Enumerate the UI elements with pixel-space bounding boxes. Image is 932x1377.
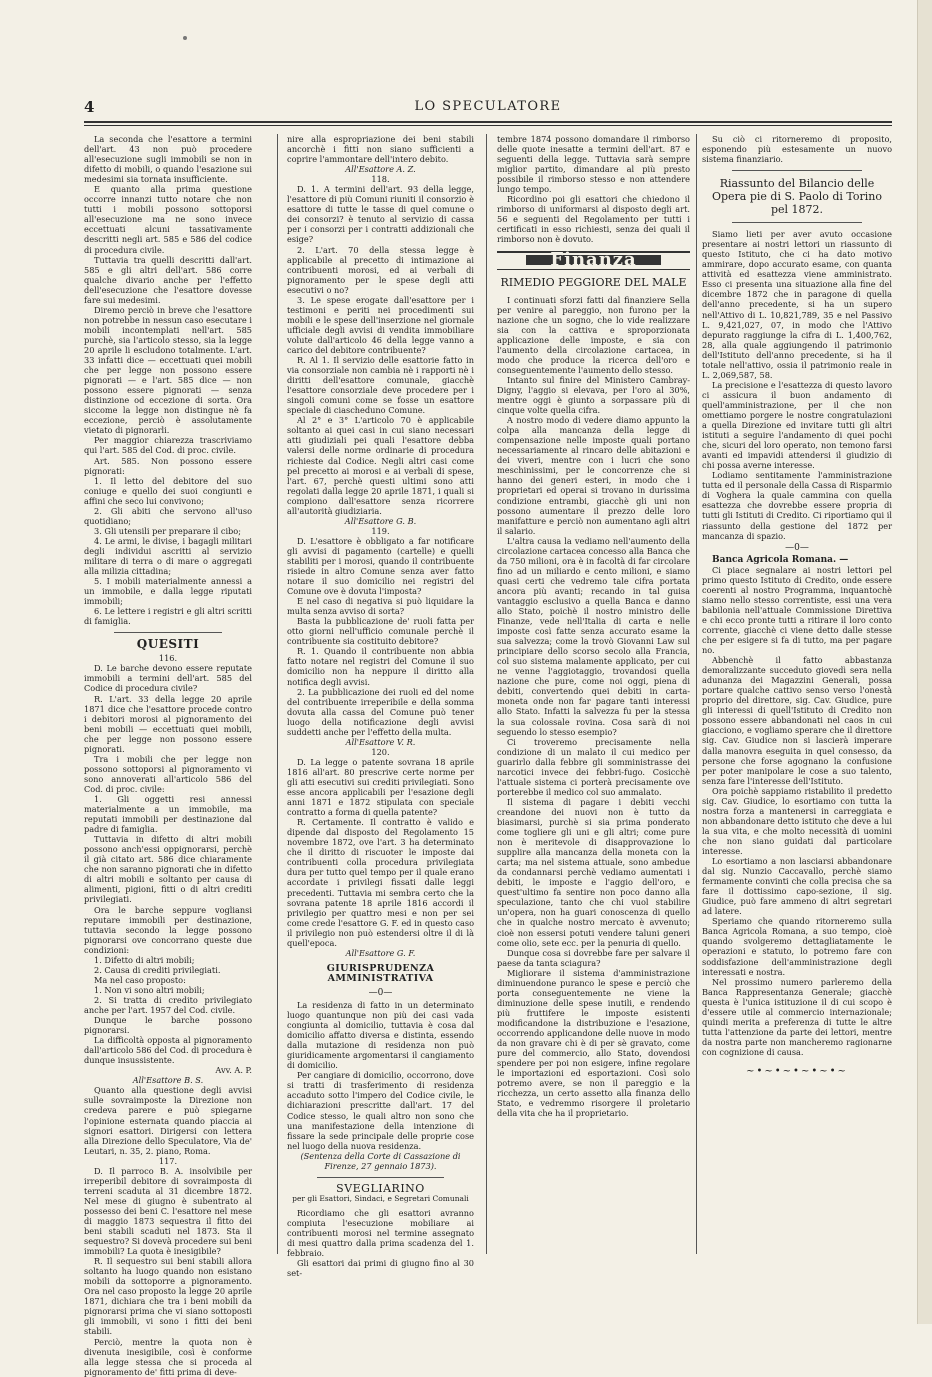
paragraph: 3. Le spese erogate dall'esattore per i testimoni e periti nei procedimenti sui mobili e le spese dell'inserzione nel giornale ufficiale degli avvisi di vendita immobiliare volute dall'articolo 46 della legge vanno a carico del debitore contribuente?: [287, 294, 474, 355]
section-dash: —0—: [368, 987, 393, 998]
question-number: 116.: [158, 653, 178, 664]
paragraph: L'altra causa la vediamo nell'aumento della circolazione cartacea concesso alla Banca che da 750 milioni, ora è in facoltà di far circolare fino ad un miliardo e cento milioni, e siamo quasi certi che vedremo tale cifra portata ancora più avanti; recando in tal guisa vantaggio esclusivo a quella Banca e danno allo Stato, poichè il nostro ministro delle Finanze, vede nell'Italia di carta e nelle imposte così fatte senza accurato esame la sua salvezza; come la trovò Giovanni Law sul principiare dello scorso secolo alla Francia, col suo sistema malamente applicato, per cui ne venne l'aggiotaggio, trovandosi quella nazione che pure, come noi oggi, piena di debiti, convertendo quei debiti in carta-moneta onde non far pagare tanti interessi allo Stato. Infatti la salvezza fu per la stessa la sua colossale rovina. Cosa sarà di noi seguendo lo stesso esempio?: [497, 535, 690, 737]
addressee: All'Esattore G. F.: [345, 947, 416, 958]
paragraph: D. 1. A termini dell'art. 93 della legge, l'esattore di più Comuni riuniti il consorzio è esattore di tutte le tasse di quel comune o dei consorzi? è tenuto al servizio di cassa per i consorzi per i contratti addizionali che esige?: [287, 184, 474, 245]
page-header: [84, 98, 892, 120]
article-title: Riassunto del Bilancio delle Opera pie di S. Paolo di Torino pel 1872.: [711, 177, 882, 217]
paragraph: Ora poichè sappiamo ristabilito il predetto sig. Cav. Giudice, lo esortiamo con tutta la nostra forza a mantenersi in carreggiata e non abbandonare detto istituto che deve a lui la sua vita, e che molto necessità di uomini che non siano guidati dal particolare interesse.: [702, 785, 892, 856]
paragraph: La precisione e l'esattezza di questo lavoro ci assicura il buon andamento di quell'amministrazione, per il che non omettiamo porgere le nostre congratulazioni a quella Direzione ed invitare tutti gli altri istituti a seguire l'andamento di quei pochi che, sicuri del loro operato, non temono farsi avanti ed impavidi attendersi il giudizio di chi possa averne interesse.: [702, 379, 892, 471]
question-number: 120.: [371, 746, 390, 757]
paragraph: A nostro modo di vedere diamo appunto la colpa alla mancanza della legge di compensazione nelle imposte quali portano necessariamente al rincaro delle abitazioni e dei viveri, mentre con i lucri che sono meschinissimi, per le concorrenze che si hanno dei generi esteri, in modo che i proprietari ed operai si trovano in durissima condizione entrambi, giacchè gli uni non possono aumentare il prezzo delle loro manifatture e perciò non aumentano agli altri il salario.: [497, 415, 690, 536]
article-title-banca: Banca Agricola Romana. —: [712, 554, 849, 565]
paragraph: Ma nel caso proposto:: [94, 974, 186, 985]
paragraph: E nel caso di negativa si può liquidare la multa senza avviso di sorta?: [287, 596, 474, 617]
source-citation: (Sentenza della Corte di Cassazione di Firenze, 27 gennaio 1873).: [300, 1150, 461, 1171]
signature: Avv. A. P.: [215, 1065, 252, 1076]
section-subtitle: per gli Esattori, Sindaci, e Segretari Comunali: [292, 1193, 469, 1203]
section-title-finanza: Finanza: [526, 255, 660, 265]
ornament-divider: ~•~•~•~•~•~: [746, 1065, 848, 1077]
page-edge: [917, 0, 932, 1324]
paragraph: R. L'art. 33 della legge 20 aprile 1871 dice che l'esattore procede contro i debitori morosi al pignoramento dei beni mobili — eccettuati quei mobili, che per legge non possono essere pignorati.: [84, 693, 252, 754]
paragraph: 2. Gli abiti che servono all'uso quotidiano;: [84, 505, 252, 526]
question-number: 118.: [371, 174, 390, 185]
paragraph: D. Il parroco B. A. insolvibile per irreperibil debitore di sovraimposta di terreni scaduta al 31 dicembre 1872. Nel mese di giugno è subentrato al possesso dei beni C. l'esattore nel mese di maggio 1873 sequestra il fitto dei beni stabili scaduti nel 1873. Sta il sequestro? Si dovevà procedere sui beni immobili? La quota è inesigibile?: [84, 1165, 252, 1257]
header-rule: [84, 121, 892, 123]
section-title-quesiti: QUESITI: [136, 637, 200, 652]
paragraph: R. Al 1. Il servizio delle esattorie fatto in via consorziale non cambia nè i rapporti nè i diritti dell'esattore comunale, giacchè l'esattore consorziale deve procedere per i singoli comuni come se fosse un esattore speciale di ciascheduno Comune.: [287, 355, 474, 416]
paragraph: Siamo lieti per aver avuto occasione presentare ai nostri lettori un riassunto di questo Istituto, che ci ha dato motivo ammirare, dopo accurato esame, con quanta attività ed esattezza viene amministrato. Esso ci presenta una situazione alla fine del dicembre 1872 che in paragone di quella dell'anno precedente, si ha un supero nell'Attivo di L. 10,821,789, 35 e nel Passivo L. 9,421,027, 07, in modo che l'Attivo depurato raggiunge la cifra di L. 1,400,762, 28, alla quale aggiungendo il patrimonio dell'Istituto dell'anno precedente, si ha il totale nell'attivo, ossia il patrimonio reale in L. 2,069,587, 58.: [702, 229, 892, 380]
paragraph: 4. Le armi, le divise, i bagagli militari degli individui ascritti al servizio militare di terra o di mare o aggregati alla milizia cittadina;: [84, 535, 252, 577]
paragraph: Tra i mobili che per legge non possono sottoporsi al pignoramento vi sono annoverati all'articolo 586 del Cod. di proc. civile:: [84, 753, 252, 794]
paragraph: nire alla espropriazione dei beni stabili ancorchè i fitti non siano sufficienti a coprire l'ammontare dell'intero debito.: [287, 134, 474, 165]
paragraph: La seconda che l'esattore a termini dell'art. 43 non può procedere all'esecuzione sugli immobili se non in difetto di mobili, o quando l'esazione sui medesimi sia tornata insufficiente.: [84, 134, 252, 185]
addressee: All'Esattore A. Z.: [345, 164, 416, 175]
column-1: [84, 134, 252, 1377]
header-rule-thin: [84, 125, 892, 126]
column-separator: [486, 134, 487, 1254]
column-3: [497, 134, 690, 1264]
paragraph: 2. La pubblicazione dei ruoli ed del nome del contribuente irreperibile e della somma dovuta alla cassa del Comune può tener luogo della notificazione degli avvisi suddetti anche per l'effetto della multa.: [287, 686, 474, 737]
divider: [317, 1177, 444, 1178]
paragraph: Nel prossimo numero parleremo della Banca Rappresentanza Generale; giacchè questa è l'unica istituzione il di cui scopo è d'essere utile al commercio internazionale; quindi merita a preferenza di tutte le altre tutta l'attenzione da parte dei lettori, mentre da nostra parte non mancheremo ragionarne con cognizione di causa.: [702, 976, 892, 1057]
paragraph: Ci piace segnalare ai nostri lettori pel primo questo Istituto di Credito, onde essere coerenti al nostro Programma, inquantochè siamo nello stesso correntiste, essi una vera babilonia nell'attuale Commissione Direttiva e chi ecco pronte tutti a ritirare il loro conto corrente, giacchè ci viene detto dalle stesse che per esigere si fa di tutto, ma per pagare no.: [702, 564, 892, 656]
paragraph: Su ciò ci ritorneremo di proposito, esponendo più estesamente un nuovo sistema finanziario.: [702, 134, 892, 165]
divider: [114, 632, 222, 633]
column-4: [702, 134, 892, 1264]
paragraph: Basta la pubblicazione de' ruoli fatta per otto giorni nell'ufficio comunale perchè il contribuente sia costituito debitore?: [287, 616, 474, 647]
page-number: 4: [84, 98, 95, 116]
paragraph: Per maggior chiarezza trascriviamo qui l'art. 585 del Cod. di proc. civile.: [84, 435, 252, 456]
addressee: All'Esattore B. S.: [132, 1075, 204, 1086]
divider: [732, 170, 862, 171]
finanza-banner: [497, 248, 690, 270]
column-2: [287, 134, 474, 1279]
paragraph: R. Certamente. Il contratto è valido e dipende dal disposto del Regolamento 15 novembre 1872, ove l'art. 3 ha determinato che il diritto di riscuoter le imposte dai contribuenti colla procedura privilegiata dura per tutto quel tempo per il quale erano accordate i privilegi fissati dalle leggi precedenti. Tuttavia mi sembra certo che la sovrana patente 18 aprile 1816 accordi il privilegio per quattro mesi e non per sei come crede l'esattore G. F. ed in questo caso il privilegio non può estendersi oltre il di là quell'epoca.: [287, 817, 474, 948]
paragraph: 2. Causa di crediti privilegiati.: [94, 964, 221, 975]
paragraph: R. Il sequestro sui beni stabili allora soltanto ha luogo quando non esistano mobili da sottoporre a pignoramento. Ora nel caso proposto la legge 20 aprile 1871, dichiara che tra i beni mobili da pignorarsi prima che vi siano sottoposti gli immobili, vi sono i fitti dei beni stabili.: [84, 1256, 252, 1337]
paragraph: 5. I mobili materialmente annessi a un immobile, e dalla legge riputati immobili;: [84, 576, 252, 607]
paragraph: La difficoltà opposta al pignoramento dall'articolo 586 del Cod. di procedura è dunque insussistente.: [84, 1035, 252, 1066]
paragraph: 3. Gli utensili per preparare il cibo;: [94, 525, 241, 536]
question-number: 119.: [371, 525, 390, 536]
section-dash: —0—: [785, 542, 809, 553]
paragraph: Per cangiare di domicilio, occorrono, dove si tratti di trasferimento di residenza accaduto sotto l'impero del Codice civile, le dichiarazioni prescritte dall'art. 17 del Codice stesso, le quali altro non sono che una manifestazione della intenzione di fissare la sede principale delle proprie cose nel luogo della nuova residenza.: [287, 1070, 474, 1151]
question-number: 117.: [158, 1155, 178, 1166]
paragraph: 2. L'art. 70 della stessa legge è applicabile al precetto di intimazione ai contribuenti morosi, ed ai verbali di pignoramento per le spese degli atti esecutivi o no?: [287, 244, 474, 295]
paragraph: Dunque le barche possono pignorarsi.: [84, 1015, 252, 1036]
paragraph: Dunque cosa si dovrebbe fare per salvare il paese da tanta sciagura?: [497, 947, 690, 968]
paragraph: Ricordiamo che gli esattori avranno compiuta l'esecuzione mobiliare ai contribuenti morosi nel termine assegnato di mesi quattro dalla prima scadenza del 1. febbraio.: [287, 1207, 474, 1259]
paragraph: D. L'esattore è obbligato a far notificare gli avvisi di pagamento (cartelle) e quelli stabiliti per i morosi, quando il contribuente risiede in altro Comune senza aver fatto notare il suo domicilio nei registri del Comune ove è dovuta l'imposta?: [287, 535, 474, 597]
paragraph: E quanto alla prima questione occorre innanzi tutto notare che non tutti i mobili possono sottoporsi all'esecuzione ma ne sono invece eccettuati alcuni tassativamente descritti negli art. 585 e 586 del codice di procedura civile.: [84, 184, 252, 255]
paragraph: Lodiamo sentitamente l'amministrazione tutta ed il personale della Cassa di Risparmio di Voghera la quale cammina con quella esattezza che dovrebbe essere propria di tutti gli Istituti di Credito. Ci riportiamo qui il riassunto della gestione del 1872 per mancanza di spazio.: [702, 470, 892, 541]
article-title: RIMEDIO PEGGIORE DEL MALE: [500, 275, 687, 289]
paragraph: Al 2° e 3° L'articolo 70 è applicabile soltanto ai quei casi in cui siano necessari atti giudiziali pei quali l'esattore debba valersi delle norme ordinarie di procedura richieste dal Codice. Negli altri casi come pel precetto ai morosi e ai verbali di spese, l'art. 67, perchè questi ultimi sono atti regolati dalla legge 20 aprile 1871, i quali si compiono dall'esattore senza ricorrere all'autorità giudiziaria.: [287, 415, 474, 516]
paragraph: Intanto sul finire del Ministero Cambray-Digny, l'aggio si elevava, per l'oro al 30%, mentre oggi è giunto a sorpassare più di cinque volte quella cifra.: [497, 374, 690, 416]
paragraph: 2. Si tratta di credito privilegiato anche per l'art. 1957 del Cod. civile.: [84, 994, 252, 1015]
paragraph: Diremo perciò in breve che l'esattore non potrebbe in nessun caso esecutare i mobili incontemplati nell'art. 585 purchè, sia l'articolo stesso, sia la legge 20 aprile li escludono totalmente. L'art. 33 infatti dice — eccettuati quei mobili che per legge non possono essere pignorati — e l'art. 585 dice — non possono essere pignorati — senza distinzione od eccezione di sorta. Ora siccome la legge non distingue nè fa eccezione, perciò è assolutamente vietato di pignorarli.: [84, 304, 252, 436]
section-title-giurisprudenza: GIURISPRUDENZA AMMINISTRATIVA: [326, 962, 435, 984]
paragraph: 1. Non vi sono altri mobili;: [94, 984, 205, 995]
section-title-svegliarino: SVEGLIARINO: [336, 1181, 425, 1195]
paragraph: Art. 585. Non possono essere pignorati:: [84, 455, 252, 476]
divider: [732, 222, 862, 223]
paragraph: D. La legge o patente sovrana 18 aprile 1816 all'art. 80 prescrive certe norme per gli atti esecutivi sui crediti privilegiati. Sono esse ancora applicabili per l'esazione degli anni 1871 e 1872 stipulata con speciale contratto a forma di quella patente?: [287, 756, 474, 818]
paragraph: tembre 1874 possono domandare il rimborso delle quote inesatte a termini dell'art. 87 e seguenti della legge. Tuttavia sarà sempre miglior partito, dimandare al più presto possibile il rimborso stesso e non attendere lungo tempo.: [497, 134, 690, 195]
paragraph: 1. Gli oggetti resi annessi materialmente a un immobile, ma reputati immobili per destinazione dal padre di famiglia.: [84, 794, 252, 835]
paragraph: 1. Difetto di altri mobili;: [94, 954, 195, 965]
paragraph: I continuati sforzi fatti dal finanziere Sella per venire al pareggio, non furono per la nazione che un sogno, che lo vide realizzare sia con la cattiva e sproporzionata applicazione delle imposte, e sia con l'aumento della circolazione cartacea, in modo che produce la ricerca dell'oro e conseguentemente l'aumento dello stesso.: [497, 294, 690, 375]
addressee: All'Esattore G. B.: [344, 515, 417, 526]
paragraph: Speriamo che quando ritorneremo sulla Banca Agricola Romana, a suo tempo, cioè quando svolgeremo dettagliatamente le operazioni e statuto, lo potremo fare con soddisfazione dell'amministrazione degli interessati e nostra.: [702, 916, 892, 977]
ink-spot: [183, 36, 187, 40]
newspaper-title: LO SPECULATORE: [414, 99, 562, 114]
paragraph: Tuttavia tra quelli descritti dall'art. 585 e gli altri dell'art. 586 corre qualche divario anche per l'effetto dell'esecuzione che l'esattore dovesse fare sui medesimi.: [84, 254, 252, 305]
paragraph: R. 1. Quando il contribuente non abbia fatto notare nel registri del Comune il suo domicilio non ha neppure il diritto alla notifica degli avvisi.: [287, 646, 474, 687]
paragraph: Abbenchè il fatto abbastanza demoralizzante succeduto giovedì sera nella adunanza dei Magazzini Generali, possa portare qualche cattivo senso verso l'onestà proprio del direttore, sig. Cav. Giudice, pure gli interessi di quell'Istituto di Credito non possono essere abbandonati nel caos in cui giacciono, e vogliamo sperare che il direttore sig. Cav. Giudice non si lascierà imperare dalla manovra eseguita in quel consesso, da persone che forse agognano la confusione per poter manipolare le cose a suo talento, senza fare l'interesse dell'Istituto.: [702, 655, 892, 786]
paragraph: Quanto alla questione degli avvisi sulle sovraimposte la Direzione non credeva parere e può spiegarne l'opinione esternata quando piaccia ai signori esattori. Dirigersi con lettera alla Direzione dello Speculatore, Via de' Leutari, n. 35, 2. piano, Roma.: [84, 1085, 252, 1156]
paragraph: La residenza di fatto in un determinato luogo quantunque non più dei casi vada congiunta al domicilio, tuttavia è cosa dal domicilio affatto diversa e distinta, essendo dalla mutazione di residenza non può giuridicamente argomentarsi il cangiamento di domicilio.: [287, 999, 474, 1071]
column-separator: [696, 134, 697, 1254]
paragraph: Il sistema di pagare i debiti vecchi creandone dei nuovi non è tutto da biasimarsi, purchè si sia prima ponderato come togliere gli uni e gli altri; come pure non è meritevole di disapprovazione lo supplire alla mancanza della moneta con la carta; ma nel sistema attuale, sono ambedue da condannarsi perchè vediamo aumentati i debiti, le imposte e l'aggio dell'oro, e quest'ultimo fa sentire non poco danno alla speculazione, tanto che chi vuol stabilire un'opera, non ha guari conoscenza di quello che in qualche nostro mercato è avvenuto; cioè non essersi potuti vendere taluni generi come olio, sete ecc. per la penuria di quello.: [497, 796, 690, 948]
paragraph: Ci troveremo precisamente nella condizione di un malato il cui medico per guarirlo dalla febbre gli somministrasse dei narcotici invece dei febbri-fugo. Cosicchè l'attuale sistema ci porterà precisamente ove porterebbe il medico col suo ammalato.: [497, 736, 690, 797]
column-separator: [277, 134, 278, 1254]
paragraph: Gli esattori dai primi di giugno fino al 30 set-: [287, 1258, 474, 1279]
paragraph: Ora le barche seppure vogliansi reputare immobili per destinazione, tuttavia secondo la legge possono pignorarsi ove concorrano queste due condizioni:: [84, 904, 252, 955]
paragraph: Ricordino poi gli esattori che chiedono il rimborso di uniformarsi al disposto degli art. 56 e seguenti del Regolamento per tutti i certificati in esso richiesti, senza dei quali il rimborso non è dovuto.: [497, 194, 690, 245]
paragraph: D. Le barche devono essere reputate immobili a termini dell'art. 585 del Codice di procedura civile?: [84, 663, 252, 694]
paragraph: Perciò, mentre la quota non è divenuta inesigibile, così è conforme alla legge stessa che si proceda al pignoramento de' fitti prima di deve-: [84, 1336, 252, 1377]
addressee: All'Esattore V. R.: [345, 736, 416, 747]
paragraph: Tuttavia in difetto di altri mobili possono anch'essi oppignorarsi, perchè il già citato art. 586 dice chiaramente che non saranno pignorati che in difetto di altri mobili e soltanto per causa di alimenti, pigioni, fitti o di altri crediti privilegiati.: [84, 834, 252, 905]
paragraph: Lo esortiamo a non lasciarsi abbandonare dal sig. Nunzio Caccavallo, perchè siamo fermamente convinti che colla precisa che sa fare il dottissimo capo-sezione, il sig. Giudice, può fare ammeno di altri segretari ad latere.: [702, 856, 892, 917]
paragraph: 6. Le lettere i registri e gli altri scritti di famiglia.: [84, 606, 252, 627]
paragraph: Migliorare il sistema d'amministrazione diminuendone puranco le spese e perciò che porta conseguentemente ne viene la diminuzione delle spese inutili, e rendendo più fruttifere le imposte esistenti modificandone la distribuzione e l'esazione, occorrendo applicandone delle nuove in modo da non gravare chi è di per sè gravato, come pure del commercio, allo Stato, dovendosi spendere per poi non esigere, infine regolare le importazioni ed esportazioni. Così solo potremo avere, se non il pareggio e la ricchezza, un certo assetto alla finanza dello Stato, e vedremmo risorgere il proletario della vita che ha il proprietario.: [497, 967, 690, 1119]
paragraph: 1. Il letto del debitore del suo coniuge e quello dei suoi congiunti e affini che seco lui convivono;: [84, 475, 252, 506]
